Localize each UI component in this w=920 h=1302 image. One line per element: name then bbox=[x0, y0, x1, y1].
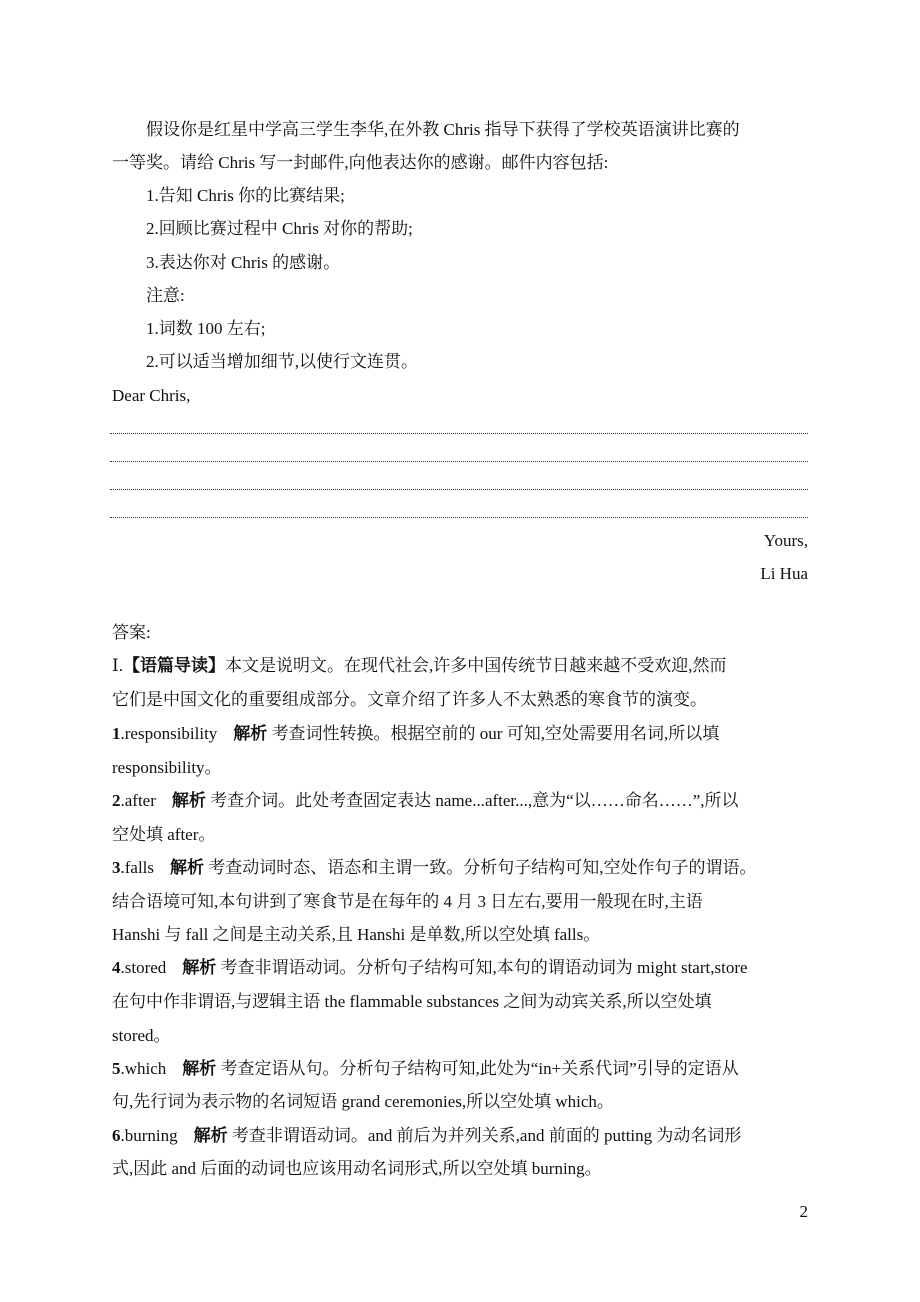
analysis-text: 考查词性转换。根据空前的 our 可知,空处需要用名词,所以填 bbox=[271, 724, 720, 743]
item-number: 1 bbox=[112, 724, 121, 743]
answer-item bbox=[112, 1126, 741, 1146]
page-number: 2 bbox=[799, 1202, 808, 1221]
signature: Li Hua bbox=[760, 564, 808, 583]
analysis-text: 考查介词。此处考查固定表达 name...after...,意为“以……命名……”,所以 bbox=[210, 791, 739, 810]
analysis-label: 解析 bbox=[233, 724, 268, 743]
item-answer: .falls bbox=[120, 858, 155, 877]
analysis-label: 解析 bbox=[171, 791, 206, 810]
item-number: 5 bbox=[112, 1059, 121, 1078]
closing: Yours, bbox=[763, 531, 808, 550]
prompt-line: 假设你是红星中学高三学生李华,在外教 Chris 指导下获得了学校英语演讲比赛的 bbox=[146, 120, 740, 139]
analysis-text: 考查定语从句。分析句子结构可知,此处为“in+关系代词”引导的定语从 bbox=[220, 1059, 739, 1078]
note-item: 2.可以适当增加细节,以使行文连贯。 bbox=[146, 352, 418, 371]
answer-item bbox=[112, 858, 757, 878]
item-number: 6 bbox=[112, 1126, 121, 1145]
answer-item bbox=[112, 1059, 739, 1079]
content-point: 2.回顾比赛过程中 Chris 对你的帮助; bbox=[146, 219, 413, 238]
analysis-label: 解析 bbox=[170, 858, 205, 877]
analysis-text: 考查非谓语动词。分析句子结构可知,本句的谓语动词为 might start,store bbox=[220, 958, 748, 977]
section-number: Ⅰ. bbox=[112, 656, 123, 675]
item-number: 4 bbox=[112, 958, 121, 977]
answer-heading: 答案: bbox=[112, 623, 151, 642]
salutation: Dear Chris, bbox=[112, 386, 191, 405]
analysis-label: 解析 bbox=[182, 1059, 217, 1078]
answer-item bbox=[112, 791, 739, 811]
answer-item-continued: 式,因此 and 后面的动词也应该用动名词形式,所以空处填 burning。 bbox=[112, 1159, 602, 1178]
analysis-text: 考查非谓语动词。and 前后为并列关系,and 前面的 putting 为动名词形 bbox=[231, 1126, 742, 1145]
answer-item bbox=[112, 958, 748, 978]
item-answer: .stored bbox=[120, 958, 167, 977]
content-point: 1.告知 Chris 你的比赛结果; bbox=[146, 186, 345, 205]
item-number: 2 bbox=[112, 791, 121, 810]
prompt-line: 一等奖。请给 Chris 写一封邮件,向他表达你的感谢。邮件内容包括: bbox=[112, 153, 609, 172]
answer-item-continued: responsibility。 bbox=[112, 758, 222, 777]
item-answer: .which bbox=[120, 1059, 167, 1078]
passage-intro bbox=[112, 656, 726, 676]
answer-item-continued: stored。 bbox=[112, 1026, 171, 1045]
answer-item-continued: 句,先行词为表示物的名词短语 grand ceremonies,所以空处填 which。 bbox=[112, 1092, 614, 1111]
answer-item-continued: 结合语境可知,本句讲到了寒食节是在每年的 4 月 3 日左右,要用一般现在时,主语 bbox=[112, 892, 703, 911]
item-answer: .burning bbox=[120, 1126, 178, 1145]
item-answer: .responsibility bbox=[120, 724, 218, 743]
intro-text: 本文是说明文。在现代社会,许多中国传统节日越来越不受欢迎,然而 bbox=[224, 656, 727, 675]
answer-line bbox=[110, 517, 808, 518]
item-number: 3 bbox=[112, 858, 121, 877]
answer-item-continued: 在句中作非谓语,与逻辑主语 the flammable substances 之间为动宾关系,所以空处填 bbox=[112, 992, 712, 1011]
content-point: 3.表达你对 Chris 的感谢。 bbox=[146, 253, 341, 272]
analysis-text: 考查动词时态、语态和主谓一致。分析句子结构可知,空处作句子的谓语。 bbox=[208, 858, 757, 877]
intro-text: 它们是中国文化的重要组成部分。文章介绍了许多人不太熟悉的寒食节的演变。 bbox=[112, 690, 707, 709]
answer-item bbox=[112, 724, 719, 744]
answer-line bbox=[110, 433, 808, 434]
answer-item-continued: 空处填 after。 bbox=[112, 825, 216, 844]
answer-line bbox=[110, 461, 808, 462]
note-label: 注意: bbox=[146, 286, 185, 305]
analysis-label: 解析 bbox=[182, 958, 217, 977]
analysis-label: 解析 bbox=[193, 1126, 228, 1145]
intro-label: 【语篇导读】 bbox=[122, 656, 225, 675]
answer-line bbox=[110, 489, 808, 490]
answer-item-continued: Hanshi 与 fall 之间是主动关系,且 Hanshi 是单数,所以空处填 falls。 bbox=[112, 925, 601, 944]
item-answer: .after bbox=[120, 791, 156, 810]
note-item: 1.词数 100 左右; bbox=[146, 319, 266, 338]
